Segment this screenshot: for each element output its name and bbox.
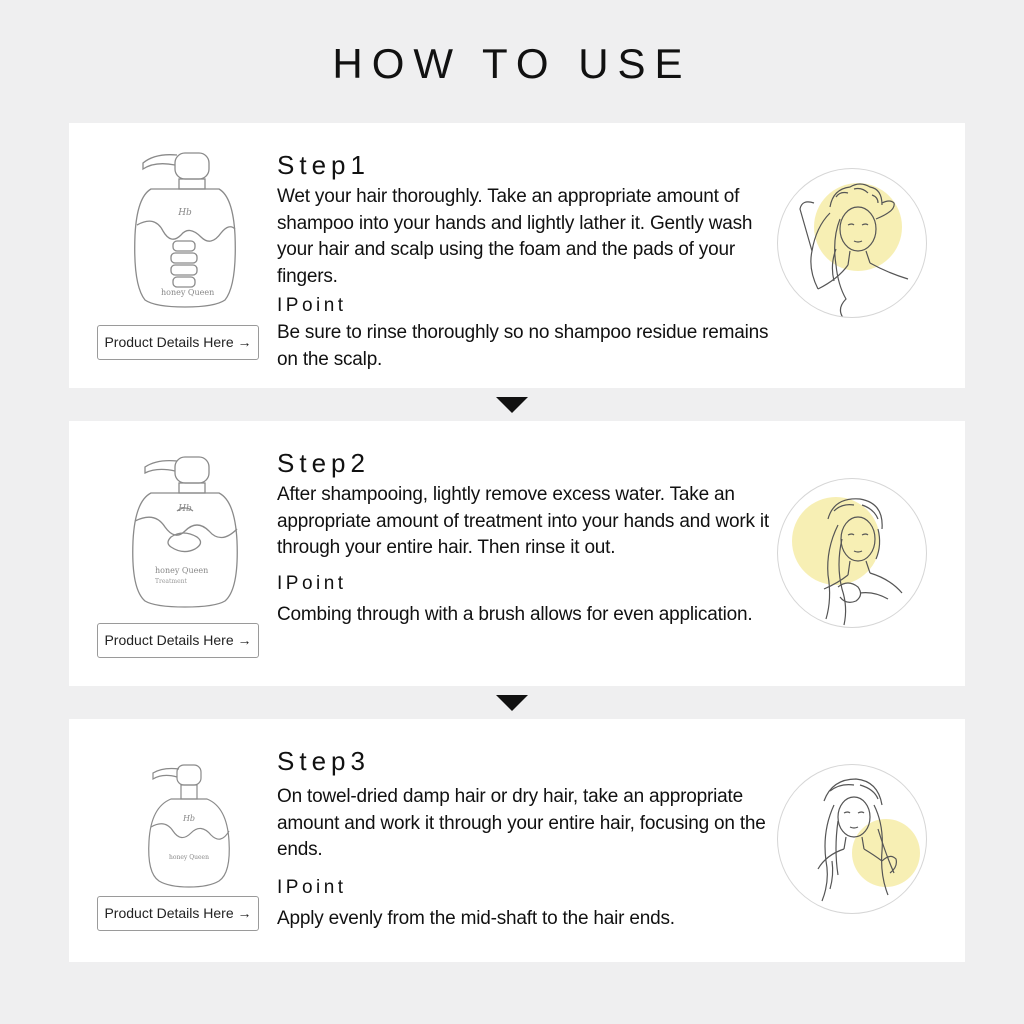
step-title: Step3 [277,746,370,776]
svg-text:Treatment: Treatment [155,578,187,585]
product-details-button[interactable]: Product Details Here → [97,325,259,360]
treatment-bottle-icon [125,451,245,611]
point-text: Apply evenly from the mid-shaft to the hair ends. [277,907,675,929]
applying-oil-illustration [777,764,927,914]
down-arrow-icon [496,695,528,711]
point-label: IPoint [277,295,347,316]
product-brand: honey Queen [155,566,209,575]
step-description: On towel-dried damp hair or dry hair, take an appropriate amount and work it through your entire hair, focusing on the ends. [277,786,766,860]
step-title: Step2 [277,448,370,478]
svg-text:Hb: Hb [182,814,196,823]
product-brand: honey Queen [161,288,215,297]
point-text: Combing through with a brush allows for even application. [277,603,753,625]
applying-treatment-illustration [777,478,927,628]
shampoo-bottle-icon [125,145,245,315]
point-text: Be sure to rinse thoroughly so no shampoo residue remains on the scalp. [277,322,769,370]
svg-text:Hb: Hb [178,504,192,514]
step-title: Step1 [277,150,370,180]
product-brand: honey Queen [169,854,209,861]
step-card-1 [69,123,965,388]
step-description: Wet your hair thoroughly. Take an appropriate amount of shampoo into your hands and lightly lather it. Gently wash your hair and scalp using the foam and the pads of your fingers. [277,186,753,287]
svg-text:Hb: Hb [178,208,192,218]
product-details-button[interactable]: Product Details Here → [97,896,259,931]
step-description: After shampooing, lightly remove excess water. Take an appropriate amount of treatment into your hands and work it through your entire hair. Then rinse it out. [277,484,769,558]
product-details-button[interactable]: Product Details Here → [97,623,259,658]
step-card-2 [69,421,965,686]
oil-bottle-icon [135,761,255,891]
down-arrow-icon [496,397,528,413]
step-card-3 [69,719,965,962]
point-label: IPoint [277,876,347,898]
point-label: IPoint [277,572,347,594]
page-title: HOW TO USE [332,40,692,87]
washing-hair-illustration [777,168,927,318]
